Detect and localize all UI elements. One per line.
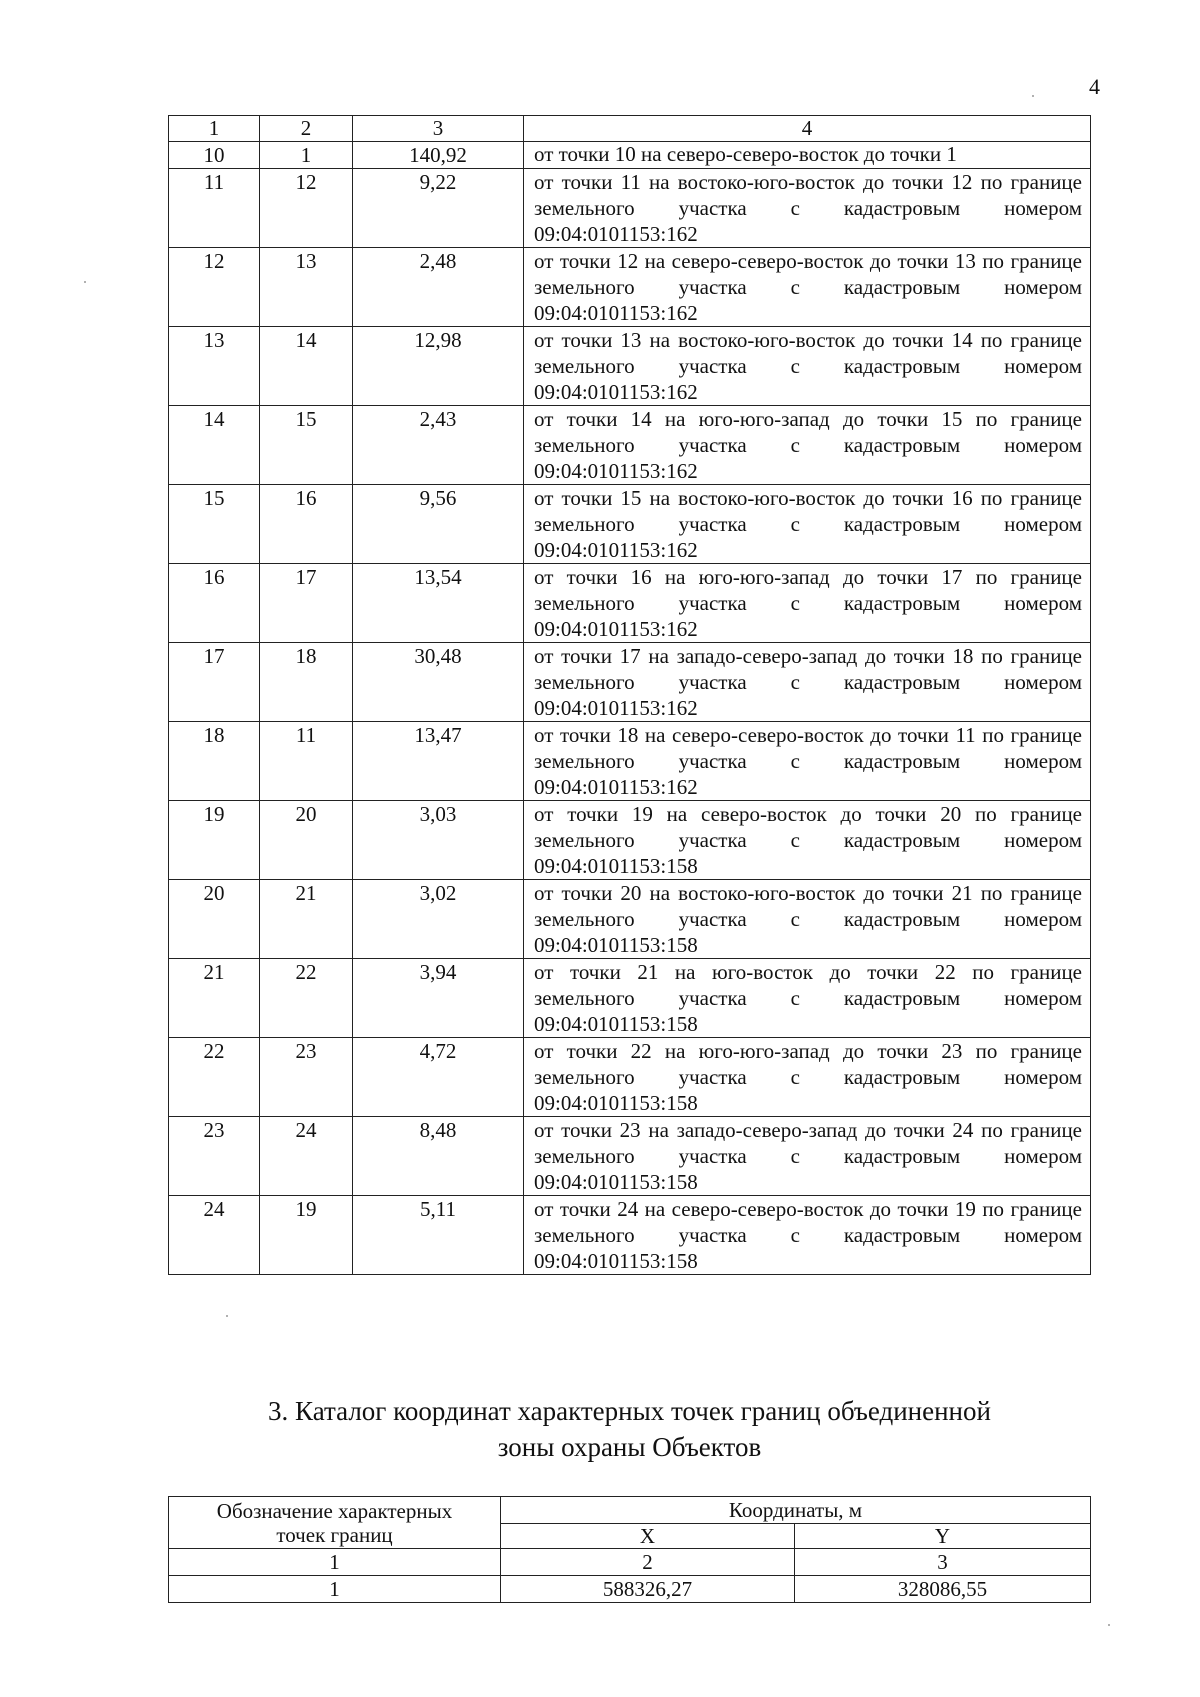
column-number-3: 3 bbox=[353, 116, 524, 142]
to-point: 16 bbox=[260, 485, 353, 564]
table-row bbox=[169, 1196, 1091, 1275]
table-header-row bbox=[169, 116, 1091, 142]
from-point: 18 bbox=[169, 722, 260, 801]
from-point: 15 bbox=[169, 485, 260, 564]
scan-speck bbox=[84, 281, 86, 283]
segment-description: от точки 15 на востоко-юго-восток до точки 16 по границе земельного участка с кадастровым номером 09:04:0101153:162 bbox=[524, 485, 1091, 564]
section-title-line-2: зоны охраны Объектов bbox=[497, 1432, 762, 1462]
segment-length: 2,43 bbox=[353, 406, 524, 485]
from-point: 16 bbox=[169, 564, 260, 643]
table-row bbox=[169, 959, 1091, 1038]
point-id: 1 bbox=[169, 1576, 501, 1603]
coordinate-x: 588326,27 bbox=[501, 1576, 795, 1603]
segment-length: 3,94 bbox=[353, 959, 524, 1038]
segment-length: 140,92 bbox=[353, 142, 524, 169]
segment-description: от точки 12 на северо-северо-восток до точки 13 по границе земельного участка с кадастровым номером 09:04:0101153:162 bbox=[524, 248, 1091, 327]
to-point: 12 bbox=[260, 169, 353, 248]
segment-description: от точки 19 на северо-восток до точки 20 по границе земельного участка с кадастровым номером 09:04:0101153:158 bbox=[524, 801, 1091, 880]
segment-description: от точки 21 на юго-восток до точки 22 по границе земельного участка с кадастровым номером 09:04:0101153:158 bbox=[524, 959, 1091, 1038]
segment-description: от точки 14 на юго-юго-запад до точки 15 по границе земельного участка с кадастровым номером 09:04:0101153:162 bbox=[524, 406, 1091, 485]
to-point: 24 bbox=[260, 1117, 353, 1196]
table-row bbox=[169, 1117, 1091, 1196]
segment-description: от точки 16 на юго-юго-запад до точки 17 по границе земельного участка с кадастровым номером 09:04:0101153:162 bbox=[524, 564, 1091, 643]
to-point: 20 bbox=[260, 801, 353, 880]
to-point: 19 bbox=[260, 1196, 353, 1275]
from-point: 13 bbox=[169, 327, 260, 406]
column-number-1: 1 bbox=[169, 1549, 501, 1576]
from-point: 20 bbox=[169, 880, 260, 959]
segment-length: 13,47 bbox=[353, 722, 524, 801]
column-number-1: 1 bbox=[169, 116, 260, 142]
to-point: 18 bbox=[260, 643, 353, 722]
column-number-2: 2 bbox=[501, 1549, 795, 1576]
segment-length: 4,72 bbox=[353, 1038, 524, 1117]
segment-description: от точки 23 на западо-северо-запад до точки 24 по границе земельного участка с кадастровым номером 09:04:0101153:158 bbox=[524, 1117, 1091, 1196]
to-point: 14 bbox=[260, 327, 353, 406]
from-point: 14 bbox=[169, 406, 260, 485]
segment-description: от точки 10 на северо-северо-восток до точки 1 bbox=[524, 142, 1091, 169]
segment-length: 3,03 bbox=[353, 801, 524, 880]
segment-length: 5,11 bbox=[353, 1196, 524, 1275]
coordinates-table bbox=[168, 1496, 1091, 1603]
points-header-line-2: точек границ bbox=[276, 1522, 393, 1547]
to-point: 11 bbox=[260, 722, 353, 801]
x-header: X bbox=[501, 1524, 795, 1549]
coordinates-header: Координаты, м bbox=[501, 1497, 1091, 1524]
to-point: 1 bbox=[260, 142, 353, 169]
segment-length: 9,22 bbox=[353, 169, 524, 248]
table-row bbox=[169, 406, 1091, 485]
column-number-4: 4 bbox=[524, 116, 1091, 142]
table-row bbox=[169, 1576, 1091, 1603]
table-header-row bbox=[169, 1497, 1091, 1524]
segment-length: 8,48 bbox=[353, 1117, 524, 1196]
from-point: 11 bbox=[169, 169, 260, 248]
segment-description: от точки 17 на западо-северо-запад до точки 18 по границе земельного участка с кадастровым номером 09:04:0101153:162 bbox=[524, 643, 1091, 722]
to-point: 22 bbox=[260, 959, 353, 1038]
segment-length: 9,56 bbox=[353, 485, 524, 564]
table-row bbox=[169, 248, 1091, 327]
table-row bbox=[169, 880, 1091, 959]
table-row bbox=[169, 485, 1091, 564]
segment-length: 30,48 bbox=[353, 643, 524, 722]
boundary-segments-table bbox=[168, 115, 1091, 1275]
table-row bbox=[169, 643, 1091, 722]
from-point: 10 bbox=[169, 142, 260, 169]
segment-description: от точки 22 на юго-юго-запад до точки 23 по границе земельного участка с кадастровым номером 09:04:0101153:158 bbox=[524, 1038, 1091, 1117]
points-header bbox=[169, 1497, 501, 1549]
segment-length: 3,02 bbox=[353, 880, 524, 959]
from-point: 23 bbox=[169, 1117, 260, 1196]
section-title bbox=[168, 1393, 1091, 1465]
column-number-3: 3 bbox=[795, 1549, 1091, 1576]
points-header-line-1: Обозначение характерных bbox=[216, 1498, 453, 1523]
to-point: 21 bbox=[260, 880, 353, 959]
section-title-line-1: 3. Каталог координат характерных точек границ объединенной bbox=[268, 1396, 991, 1426]
from-point: 17 bbox=[169, 643, 260, 722]
scan-speck bbox=[226, 1315, 228, 1317]
column-number-2: 2 bbox=[260, 116, 353, 142]
column-numbering-row bbox=[169, 1549, 1091, 1576]
table-row bbox=[169, 801, 1091, 880]
to-point: 15 bbox=[260, 406, 353, 485]
from-point: 24 bbox=[169, 1196, 260, 1275]
from-point: 22 bbox=[169, 1038, 260, 1117]
segment-description: от точки 20 на востоко-юго-восток до точки 21 по границе земельного участка с кадастровым номером 09:04:0101153:158 bbox=[524, 880, 1091, 959]
page-number: 4 bbox=[1089, 74, 1100, 99]
y-header: Y bbox=[795, 1524, 1091, 1549]
table-row bbox=[169, 327, 1091, 406]
table-row bbox=[169, 169, 1091, 248]
scan-speck bbox=[1108, 1624, 1110, 1626]
from-point: 19 bbox=[169, 801, 260, 880]
from-point: 21 bbox=[169, 959, 260, 1038]
table-row bbox=[169, 722, 1091, 801]
coordinate-y: 328086,55 bbox=[795, 1576, 1091, 1603]
to-point: 23 bbox=[260, 1038, 353, 1117]
segment-length: 13,54 bbox=[353, 564, 524, 643]
to-point: 13 bbox=[260, 248, 353, 327]
table-row bbox=[169, 142, 1091, 169]
table-row bbox=[169, 564, 1091, 643]
from-point: 12 bbox=[169, 248, 260, 327]
segment-description: от точки 18 на северо-северо-восток до точки 11 по границе земельного участка с кадастровым номером 09:04:0101153:162 bbox=[524, 722, 1091, 801]
segment-length: 12,98 bbox=[353, 327, 524, 406]
segment-description: от точки 11 на востоко-юго-восток до точки 12 по границе земельного участка с кадастровым номером 09:04:0101153:162 bbox=[524, 169, 1091, 248]
table-row bbox=[169, 1038, 1091, 1117]
scan-speck bbox=[1032, 95, 1034, 97]
segment-description: от точки 24 на северо-северо-восток до точки 19 по границе земельного участка с кадастровым номером 09:04:0101153:158 bbox=[524, 1196, 1091, 1275]
segment-length: 2,48 bbox=[353, 248, 524, 327]
segment-description: от точки 13 на востоко-юго-восток до точки 14 по границе земельного участка с кадастровым номером 09:04:0101153:162 bbox=[524, 327, 1091, 406]
to-point: 17 bbox=[260, 564, 353, 643]
